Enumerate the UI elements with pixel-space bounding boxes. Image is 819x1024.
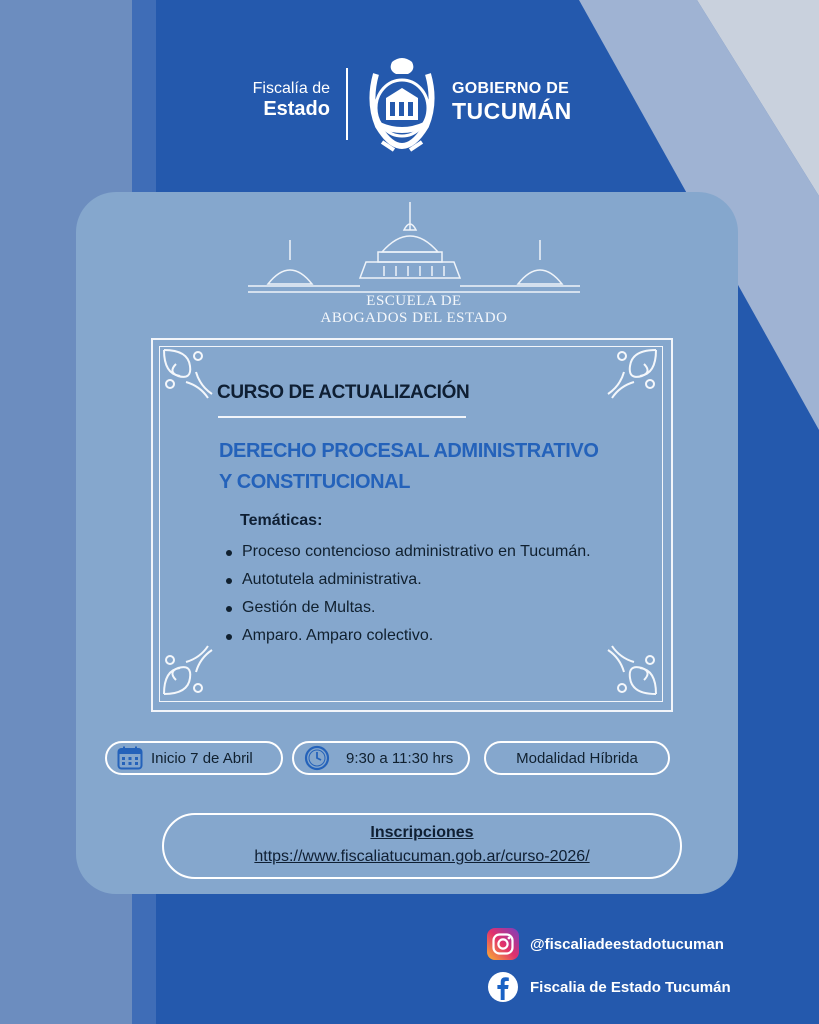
course-type: CURSO DE ACTUALIZACIÓN bbox=[217, 382, 470, 403]
time-text: 9:30 a 11:30 hrs bbox=[346, 749, 454, 767]
list-item bbox=[222, 538, 622, 566]
corner-ornament-icon bbox=[160, 346, 214, 400]
corner-ornament-icon bbox=[606, 644, 660, 698]
tucuman-crest-icon bbox=[362, 52, 442, 156]
escuela-line1: ESCUELA DE bbox=[366, 293, 462, 309]
course-title-line2: Y CONSTITUCIONAL bbox=[219, 471, 411, 493]
gobierno-line1: GOBIERNO DE bbox=[452, 80, 570, 97]
escuela-line2: ABOGADOS DEL ESTADO bbox=[320, 310, 508, 326]
topic-text: Gestión de Multas. bbox=[242, 599, 376, 616]
bullet-icon bbox=[226, 634, 232, 640]
list-item bbox=[222, 594, 622, 622]
topic-text: Autotutela administrativa. bbox=[242, 571, 422, 588]
modality-badge bbox=[484, 741, 670, 775]
facebook-icon bbox=[486, 970, 520, 1004]
calendar-icon bbox=[117, 746, 143, 770]
title-underline bbox=[218, 416, 466, 418]
list-item bbox=[222, 566, 622, 594]
start-date-text: Inicio 7 de Abril bbox=[151, 749, 253, 767]
modality-text: Modalidad Híbrida bbox=[516, 749, 638, 767]
fiscalia-line2: Estado bbox=[263, 98, 330, 120]
time-badge bbox=[292, 741, 470, 775]
instagram-handle[interactable] bbox=[486, 927, 724, 961]
topics-heading: Temáticas: bbox=[240, 512, 323, 529]
facebook-text: Fiscalia de Estado Tucumán bbox=[530, 978, 731, 996]
topics-list bbox=[222, 538, 622, 650]
course-title bbox=[219, 436, 639, 498]
fiscalia-logo-text bbox=[244, 80, 330, 121]
course-title-line1: DERECHO PROCESAL ADMINISTRATIVO bbox=[219, 440, 599, 462]
topic-text: Proceso contencioso administrativo en Tucumán. bbox=[242, 543, 591, 560]
gobierno-logo-text bbox=[452, 80, 572, 125]
clock-icon bbox=[304, 745, 330, 771]
list-item bbox=[222, 622, 622, 650]
gobierno-line2: TUCUMÁN bbox=[452, 98, 572, 124]
corner-ornament-icon bbox=[606, 346, 660, 400]
bullet-icon bbox=[226, 606, 232, 612]
bullet-icon bbox=[226, 550, 232, 556]
instagram-icon bbox=[486, 927, 520, 961]
start-date-badge bbox=[105, 741, 283, 775]
topic-text: Amparo. Amparo colectivo. bbox=[242, 627, 434, 644]
instagram-text: @fiscaliadeestadotucuman bbox=[530, 935, 724, 953]
fiscalia-line1: Fiscalía de bbox=[252, 80, 330, 97]
registration-box bbox=[162, 813, 682, 879]
header-divider bbox=[346, 68, 348, 140]
registration-title: Inscripciones bbox=[370, 824, 474, 841]
bullet-icon bbox=[226, 578, 232, 584]
facebook-page[interactable] bbox=[486, 970, 731, 1004]
escuela-name bbox=[246, 293, 582, 327]
corner-ornament-icon bbox=[160, 644, 214, 698]
registration-link[interactable]: https://www.fiscaliatucuman.gob.ar/curso-2026/ bbox=[254, 848, 590, 865]
header-logos bbox=[240, 52, 600, 162]
building-icon bbox=[246, 200, 582, 305]
